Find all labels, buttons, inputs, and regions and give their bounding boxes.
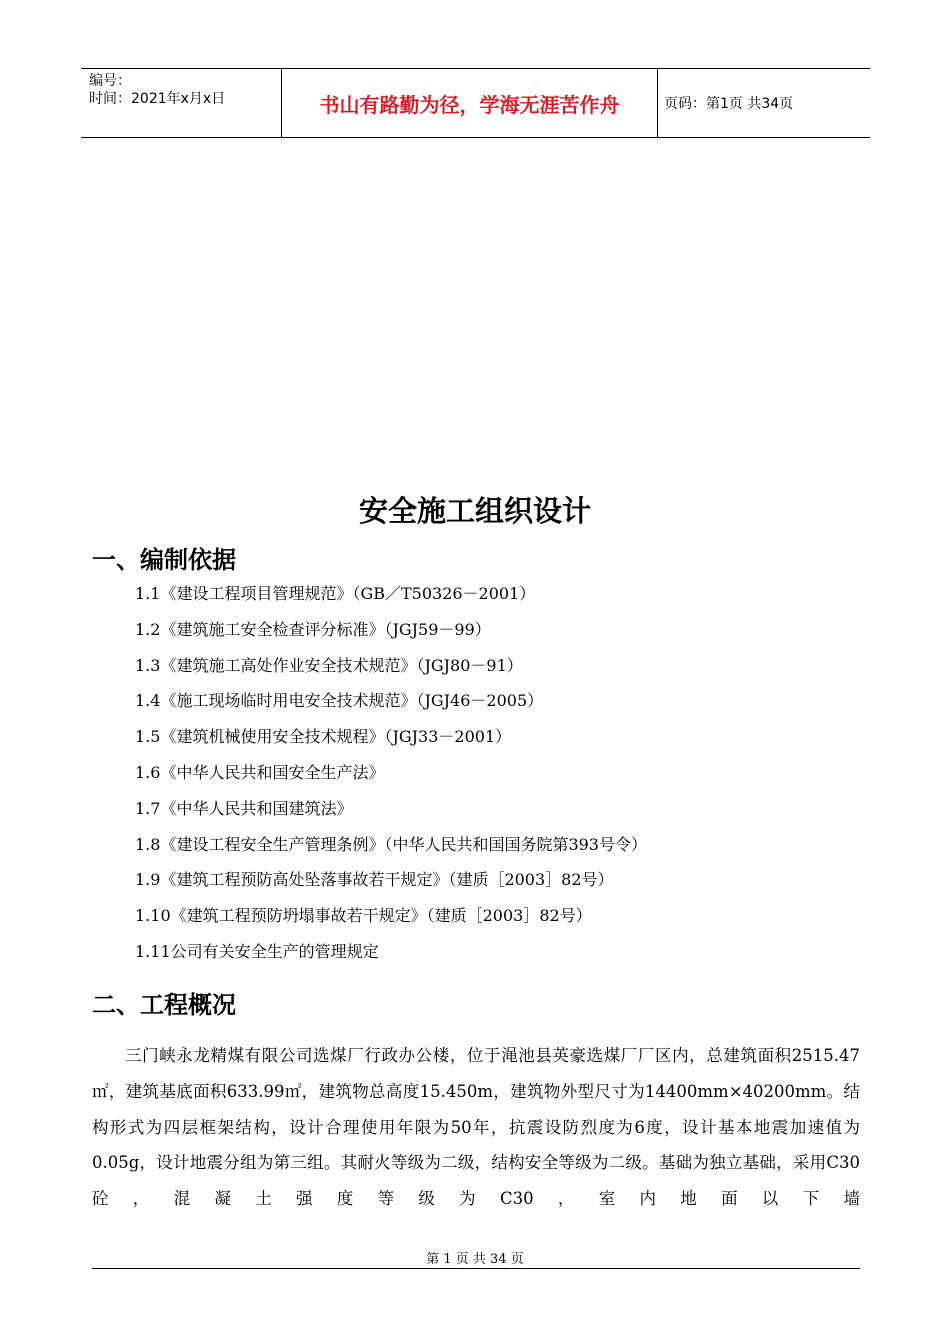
basis-list xyxy=(135,581,647,975)
list-item: 1.8《建设工程安全生产管理条例》（中华人民共和国国务院第393号令） xyxy=(135,834,647,854)
list-item: 1.1《建设工程项目管理规范》（GB／T50326－2001） xyxy=(135,584,536,603)
list-item: 1.10《建筑工程预防坍塌事故若干规定》（建质［2003］82号） xyxy=(135,906,592,926)
number-label: 编号： xyxy=(89,73,131,89)
list-item: 1.7《中华人民共和国建筑法》 xyxy=(135,798,353,818)
page-footer: 第 1 页 共 34 页 xyxy=(426,1252,524,1267)
list-item: 1.6《中华人民共和国安全生产法》 xyxy=(135,762,385,782)
list-item: 1.5《建筑机械使用安全技术规程》（JGJ33－2001） xyxy=(135,727,512,747)
list-item: 1.4《施工现场临时用电安全技术规范》（JGJ46－2005） xyxy=(135,691,544,711)
footer-divider xyxy=(92,1268,860,1269)
page-header xyxy=(81,68,870,138)
section-heading-basis: 一、编制依据 xyxy=(92,546,236,574)
section-heading-overview: 二、工程概况 xyxy=(92,991,236,1019)
overview-body xyxy=(92,1038,860,1217)
header-motto: 书山有路勤为径，学海无涯苦作舟 xyxy=(281,69,658,137)
overview-paragraph: 三门峡永龙精煤有限公司选煤厂行政办公楼，位于渑池县英豪选煤厂厂区内，总建筑面积2515.47㎡，建筑基底面积633.99㎡，建筑物总高度15.450m，建筑物外型尺寸为14400mm×40200mm。结构形式为四层框架结构，设计合理使用年限为50年，抗震设防烈度为6度，设计基本地震加速值为0.05g，设计地震分组为第三组。其耐火等级为二级，结构安全等级为二级。基础为独立基础，采用C30砼，混凝土强度等级为C30，室内地面以下墙 xyxy=(92,1046,860,1209)
list-item: 1.11公司有关安全生产的管理规定 xyxy=(135,941,379,961)
header-page-info: 页码：第1页 共34页 xyxy=(664,96,794,112)
list-item: 1.2《建筑施工安全检查评分标准》（JGJ59－99） xyxy=(135,619,491,639)
time-label: 时间：2021年x月x日 xyxy=(89,91,226,107)
list-item: 1.3《建筑施工高处作业安全技术规范》（JGJ80－91） xyxy=(135,655,523,675)
document-title: 安全施工组织设计 xyxy=(358,494,591,528)
header-left-cell xyxy=(81,69,281,137)
list-item: 1.9《建筑工程预防高处坠落事故若干规定》（建质［2003］82号） xyxy=(135,870,614,890)
